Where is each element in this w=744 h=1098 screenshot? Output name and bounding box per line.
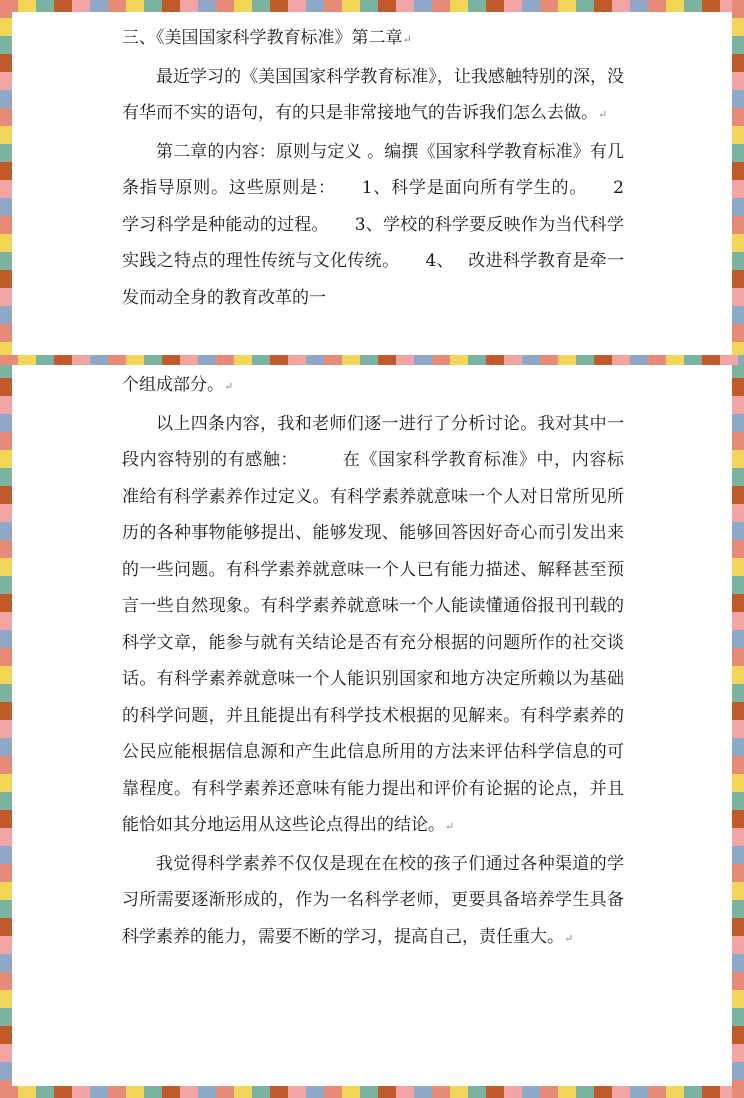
- page-border-left: [0, 0, 12, 1098]
- paragraph-4: 我觉得科学素养不仅仅是现在在校的孩子们通过各种渠道的学习所需要逐渐形成的，作为一名科学老师，更要具备培养学生具备科学素养的能力，需要不断的学习，提高自己，责任重大。↵: [122, 853, 624, 947]
- page-border-bottom: [0, 1086, 744, 1098]
- principle-4-text: 改进科学教育是牵一发而动全身的教育改革的一: [122, 251, 624, 308]
- document-page-1: [122, 20, 624, 316]
- paragraph-2: 第二章的内容：原则与定义 。编撰《国家科学教育标准》有几条指导原则。这些原则是： 1、科学是面向所有学生的。 2 学习科学是种能动的过程。 3、学校的科学要反映作为当代科学实践之特点的理性传统与文化传统。 4、 改进科学教育是牵一发而动全身的教育改革的一: [122, 141, 624, 308]
- principle-4-label: 4、: [425, 251, 454, 271]
- page-break-border: [0, 355, 744, 365]
- principle-1: 1、科学是面向所有学生的。: [361, 178, 588, 198]
- page-border-top: [0, 0, 744, 12]
- document-page-2: [122, 367, 624, 957]
- principle-2: 2 学习科学是种能动的过程。: [122, 178, 624, 235]
- principle-4-continuation: 个组成部分。↵: [122, 375, 234, 395]
- paragraph-1: 最近学习的《美国国家科学教育标准》，让我感触特别的深，没有华而不实的语句，有的只是非常接地气的告诉我们怎么去做。↵: [122, 66, 624, 123]
- paragraph-3: 以上四条内容，我和老师们逐一进行了分析讨论。我对其中一段内容特别的有感触： 在《国家科学教育标准》中，内容标准给有科学素养作过定义。有科学素养就意味一个人对日常所见所历的各种事物能够提出、能够发现、能够回答因好奇心而引发出来的一些问题。有科学素养就意味一个人已有能力描述、解释甚至预言一些自然现象。有科学素养就意味一个人能读懂通俗报刊刊载的科学文章，能参与就有关结论是否有充分根据的问题所作的社交谈话。有科学素养就意味一个人能识别国家和地方决定所赖以为基础的科学问题，并且能提出有科学技术根据的见解来。有科学素养的公民应能根据信息源和产生此信息所用的方法来评估科学信息的可靠程度。有科学素养还意味有能力提出和评价有论据的论点，并且能恰如其分地运用从这些论点得出的结论。↵: [122, 413, 625, 835]
- page-border-right: [732, 0, 744, 1098]
- section-heading: 三、《美国国家科学教育标准》第二章↵: [122, 28, 412, 48]
- principle-3: 3、学校的科学要反映作为当代科学实践之特点的理性传统与文化传统。: [122, 214, 624, 271]
